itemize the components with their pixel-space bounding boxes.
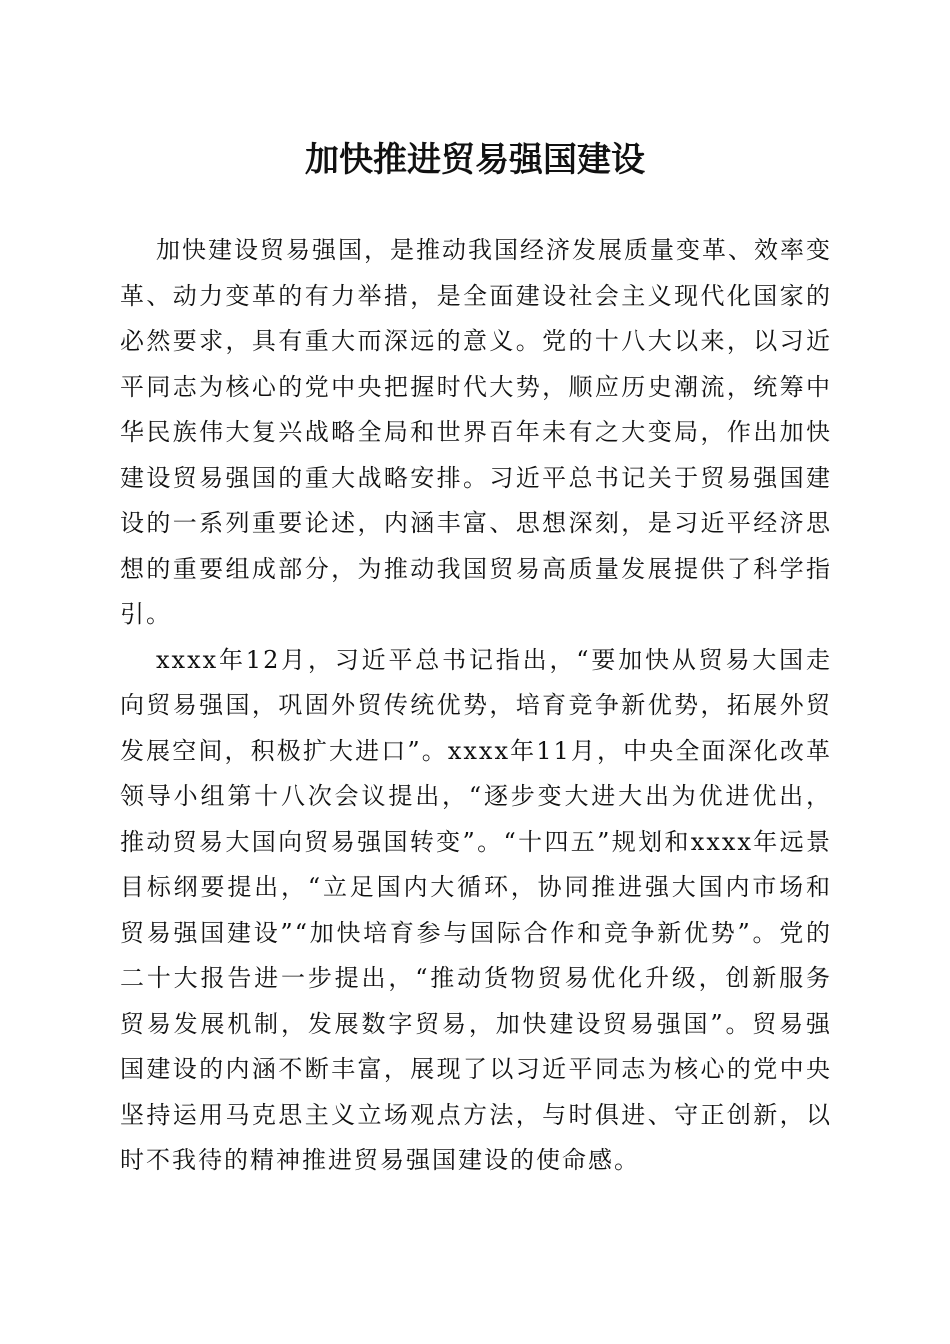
paragraph-2: xxxx年12月，习近平总书记指出，“要加快从贸易大国走向贸易强国，巩固外贸传统优势，培育竞争新优势，拓展外贸发展空间，积极扩大进口”。xxxx年11月，中央全面深化改革领导小组第十八次会议提出，“逐步变大进大出为优进优出，推动贸易大国向贸易强国转变”。“十四五”规划和xxxx年远景目标纲要提出，“立足国内大循环，协同推进强大国内市场和贸易强国建设”“加快培育参与国际合作和竞争新优势”。党的二十大报告进一步提出，“推动货物贸易优化升级，创新服务贸易发展机制，发展数字贸易，加快建设贸易强国”。贸易强国建设的内涵不断丰富，展现了以习近平同志为核心的党中央坚持运用马克思主义立场观点方法，与时俱进、守正创新，以时不我待的精神推进贸易强国建设的使命感。 — [120, 645, 832, 1174]
document-body — [120, 228, 832, 1184]
paragraph-1: 加快建设贸易强国，是推动我国经济发展质量变革、效率变革、动力变革的有力举措，是全面建设社会主义现代化国家的必然要求，具有重大而深远的意义。党的十八大以来，以习近平同志为核心的党中央把握时代大势，顺应历史潮流，统筹中华民族伟大复兴战略全局和世界百年未有之大变局，作出加快建设贸易强国的重大战略安排。习近平总书记关于贸易强国建设的一系列重要论述，内涵丰富、思想深刻，是习近平经济思想的重要组成部分，为推动我国贸易高质量发展提供了科学指引。 — [120, 236, 832, 628]
document-title: 加快推进贸易强国建设 — [305, 140, 645, 180]
